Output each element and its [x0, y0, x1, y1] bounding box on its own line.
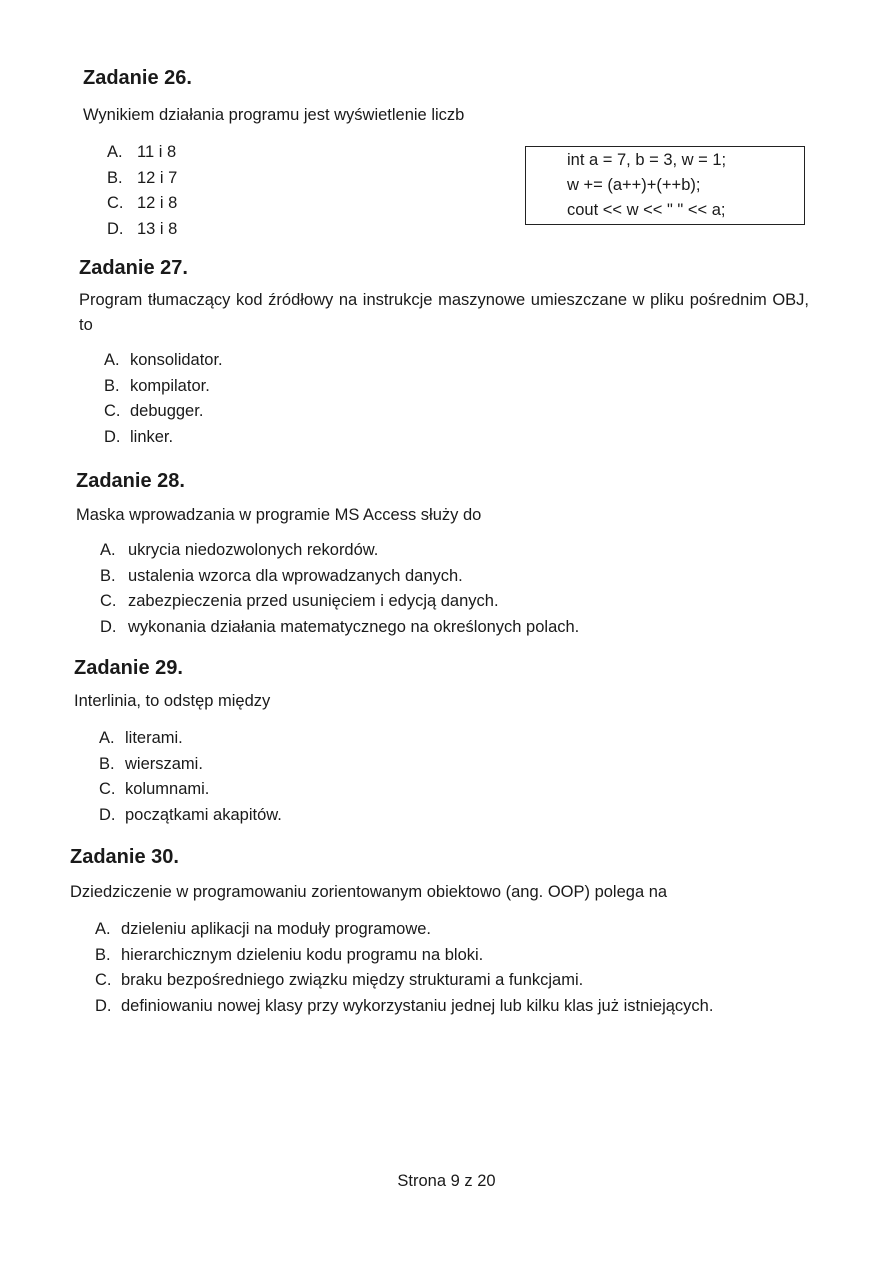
answer-text: braku bezpośredniego związku między strukturami a funkcjami. — [121, 971, 584, 989]
answer-d — [95, 994, 810, 1020]
page-number: Strona 9 z 20 — [397, 1172, 496, 1190]
answer-text: wierszami. — [125, 754, 203, 773]
answer-list — [100, 538, 776, 640]
answer-d — [107, 217, 523, 243]
task-question: Interlinia, to odstęp między — [74, 692, 271, 710]
answer-letter: B. — [104, 376, 120, 395]
answer-letter: A. — [99, 729, 115, 747]
answer-letter: B. — [100, 566, 116, 585]
answer-c — [104, 399, 809, 425]
answer-text: 13 i 8 — [137, 219, 178, 238]
task-title: Zadanie 29. — [74, 657, 183, 679]
answer-letter: D. — [107, 219, 124, 238]
answer-text: konsolidator. — [130, 351, 223, 369]
answer-letter: B. — [107, 168, 123, 187]
answer-d — [100, 615, 776, 641]
answer-list — [104, 348, 809, 450]
answer-letter: D. — [100, 617, 117, 636]
task-27 — [79, 256, 809, 450]
answer-text: 12 i 8 — [137, 194, 178, 212]
answer-letter: C. — [107, 194, 124, 212]
code-line: int a = 7, b = 3, w = 1; — [567, 151, 727, 169]
answer-letter: A. — [104, 351, 120, 369]
task-26 — [83, 66, 523, 242]
task-title: Zadanie 28. — [76, 470, 185, 492]
answer-letter: A. — [107, 143, 123, 161]
answer-b — [95, 943, 810, 969]
answer-d — [104, 425, 809, 451]
answer-c — [107, 191, 523, 217]
task-28 — [76, 469, 776, 640]
answer-text: początkami akapitów. — [125, 805, 282, 824]
answer-list — [99, 726, 574, 828]
answer-text: 11 i 8 — [137, 143, 177, 161]
answer-text: zabezpieczenia przed usunięciem i edycją danych. — [128, 592, 499, 610]
answer-text: linker. — [130, 427, 174, 446]
answer-b — [100, 564, 776, 590]
answer-letter: B. — [99, 754, 115, 773]
answer-letter: C. — [95, 971, 112, 989]
answer-b — [104, 374, 809, 400]
answer-a — [107, 140, 523, 166]
answer-c — [95, 968, 810, 994]
task-question: Dziedziczenie w programowaniu zorientowanym obiektowo (ang. OOP) polega na — [70, 883, 668, 901]
answer-b — [99, 752, 574, 778]
answer-text: definiowaniu nowej klasy przy wykorzystaniu jednej lub kilku klas już istniejących. — [121, 996, 714, 1015]
answer-letter: D. — [104, 427, 121, 446]
answer-letter: A. — [95, 920, 111, 938]
code-box — [525, 146, 805, 225]
answer-letter: C. — [99, 780, 116, 798]
answer-text: dzieleniu aplikacji na moduły programowe. — [121, 920, 431, 938]
answer-c — [100, 589, 776, 615]
answer-text: kolumnami. — [125, 780, 210, 798]
task-title: Zadanie 27. — [79, 257, 188, 279]
answer-b — [107, 166, 523, 192]
answer-letter: D. — [99, 805, 116, 824]
task-29 — [74, 656, 574, 828]
answer-a — [99, 726, 574, 752]
code-line: w += (a++)+(++b); — [567, 176, 701, 194]
task-question: Wynikiem działania programu jest wyświetlenie liczb — [83, 106, 465, 124]
answer-letter: C. — [100, 592, 117, 610]
code-line: cout << w << " " << a; — [567, 201, 726, 219]
answer-a — [95, 917, 810, 943]
answer-text: kompilator. — [130, 376, 210, 395]
answer-letter: A. — [100, 541, 116, 559]
answer-text: wykonania działania matematycznego na określonych polach. — [128, 617, 580, 636]
answer-list — [95, 917, 810, 1019]
answer-letter: B. — [95, 945, 111, 964]
answer-text: ukrycia niedozwolonych rekordów. — [128, 541, 379, 559]
answer-text: hierarchicznym dzieleniu kodu programu na bloki. — [121, 945, 484, 964]
task-30 — [70, 845, 810, 1019]
answer-text: ustalenia wzorca dla wprowadzanych danych. — [128, 566, 463, 585]
answer-letter: C. — [104, 402, 121, 420]
answer-text: debugger. — [130, 402, 204, 420]
answer-text: 12 i 7 — [137, 168, 178, 187]
task-title: Zadanie 30. — [70, 846, 179, 868]
answer-d — [99, 803, 574, 829]
answer-list — [107, 140, 523, 242]
answer-letter: D. — [95, 996, 112, 1015]
answer-text: literami. — [125, 729, 183, 747]
answer-c — [99, 777, 574, 803]
task-title: Zadanie 26. — [83, 67, 192, 89]
task-question: Program tłumaczący kod źródłowy na instrukcje maszynowe umieszczane w pliku pośrednim OBJ, to — [79, 291, 809, 334]
answer-a — [100, 538, 776, 564]
task-question: Maska wprowadzania w programie MS Access służy do — [76, 506, 482, 524]
answer-a — [104, 348, 809, 374]
